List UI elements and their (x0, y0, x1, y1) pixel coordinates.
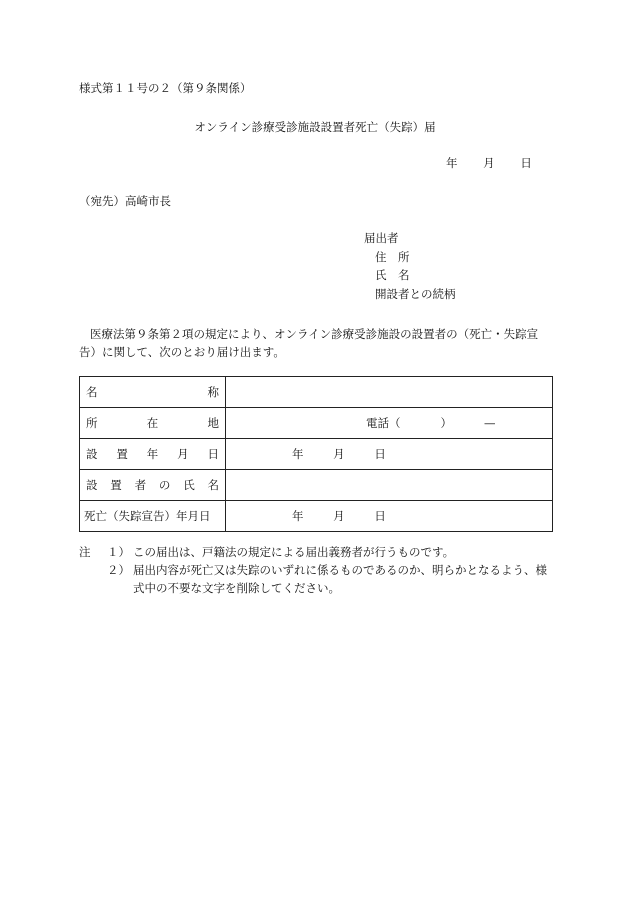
label-char: 称 (207, 385, 219, 399)
date-day-label: 日 (374, 509, 386, 523)
death-date-field[interactable] (226, 501, 553, 532)
label-char: 名 (86, 385, 98, 399)
label-char: 地 (207, 416, 219, 430)
note-text: この届出は、戸籍法の規定による届出義務者が行うものです。 (133, 545, 455, 559)
install-date-field[interactable] (226, 439, 553, 470)
document-title: オンライン診療受診施設設置者死亡（失踪）届 (194, 120, 436, 134)
note-number: １） (107, 545, 130, 559)
date-day-label: 日 (374, 447, 386, 461)
table-row (80, 501, 553, 532)
label-char: 名 (207, 478, 219, 492)
body-text: 医療法第９条第２項の規定により、オンライン診療受診施設の設置者の（死亡・失踪宣告）に関して、次のとおり届け出ます。 (79, 327, 539, 359)
date-year-label: 年 (446, 156, 458, 170)
date-year-label: 年 (292, 447, 304, 461)
notes (79, 543, 553, 597)
label-char: の (158, 478, 171, 492)
location-label (80, 408, 226, 439)
install-date-label (80, 439, 226, 470)
label-char: 氏 (183, 478, 195, 492)
label-char: 年 (146, 447, 159, 461)
label-char: 置 (116, 447, 128, 461)
table-row (80, 470, 553, 501)
table-row (80, 408, 553, 439)
phone-dash: — (484, 416, 496, 430)
date-day-label: 日 (520, 156, 532, 170)
form-number: 様式第１１号の２（第９条関係） (79, 81, 252, 95)
death-date-label: 死亡（失踪宣告）年月日 (80, 501, 226, 532)
label-char: 月 (177, 447, 189, 461)
date-month-label: 月 (483, 156, 495, 170)
submission-date (446, 155, 532, 171)
date-month-label: 月 (333, 509, 345, 523)
table-row (80, 439, 553, 470)
label-char: 者 (134, 478, 147, 492)
note-item (79, 543, 553, 561)
installer-name-label (80, 470, 226, 501)
label-char: 設 (86, 447, 98, 461)
notifier-relation-label: 開設者との続柄 (375, 286, 456, 301)
label-char: 置 (110, 478, 122, 492)
note-spacer (79, 561, 107, 597)
phone-paren-close: ） (440, 416, 452, 430)
table-row (80, 377, 553, 408)
facility-name-label (80, 377, 226, 408)
notes-prefix: 注 (79, 545, 91, 559)
phone-label: 電話（ (366, 416, 401, 430)
date-month-label: 月 (333, 447, 345, 461)
date-year-label: 年 (292, 509, 304, 523)
addressee: （宛先）高崎市長 (79, 194, 171, 208)
notifier-heading: 届出者 (364, 231, 399, 245)
label-char: 所 (86, 416, 98, 430)
installer-name-field[interactable] (226, 470, 553, 501)
facility-name-field[interactable] (226, 377, 553, 408)
note-number: ２） (107, 563, 130, 577)
notifier-block (364, 229, 456, 303)
note-text: 届出内容が死亡又は失踪のいずれに係るものであるのか、明らかとなるよう、様式中の不要な文字を削除してください。 (133, 563, 547, 595)
notifier-address-label: 住 所 (375, 249, 410, 264)
notifier-name-label: 氏 名 (375, 268, 410, 282)
note-item (79, 561, 553, 597)
label-char: 日 (207, 447, 219, 461)
label-char: 在 (146, 416, 159, 430)
label-char: 設 (86, 478, 98, 492)
info-table (79, 376, 553, 532)
location-field[interactable] (226, 408, 553, 439)
